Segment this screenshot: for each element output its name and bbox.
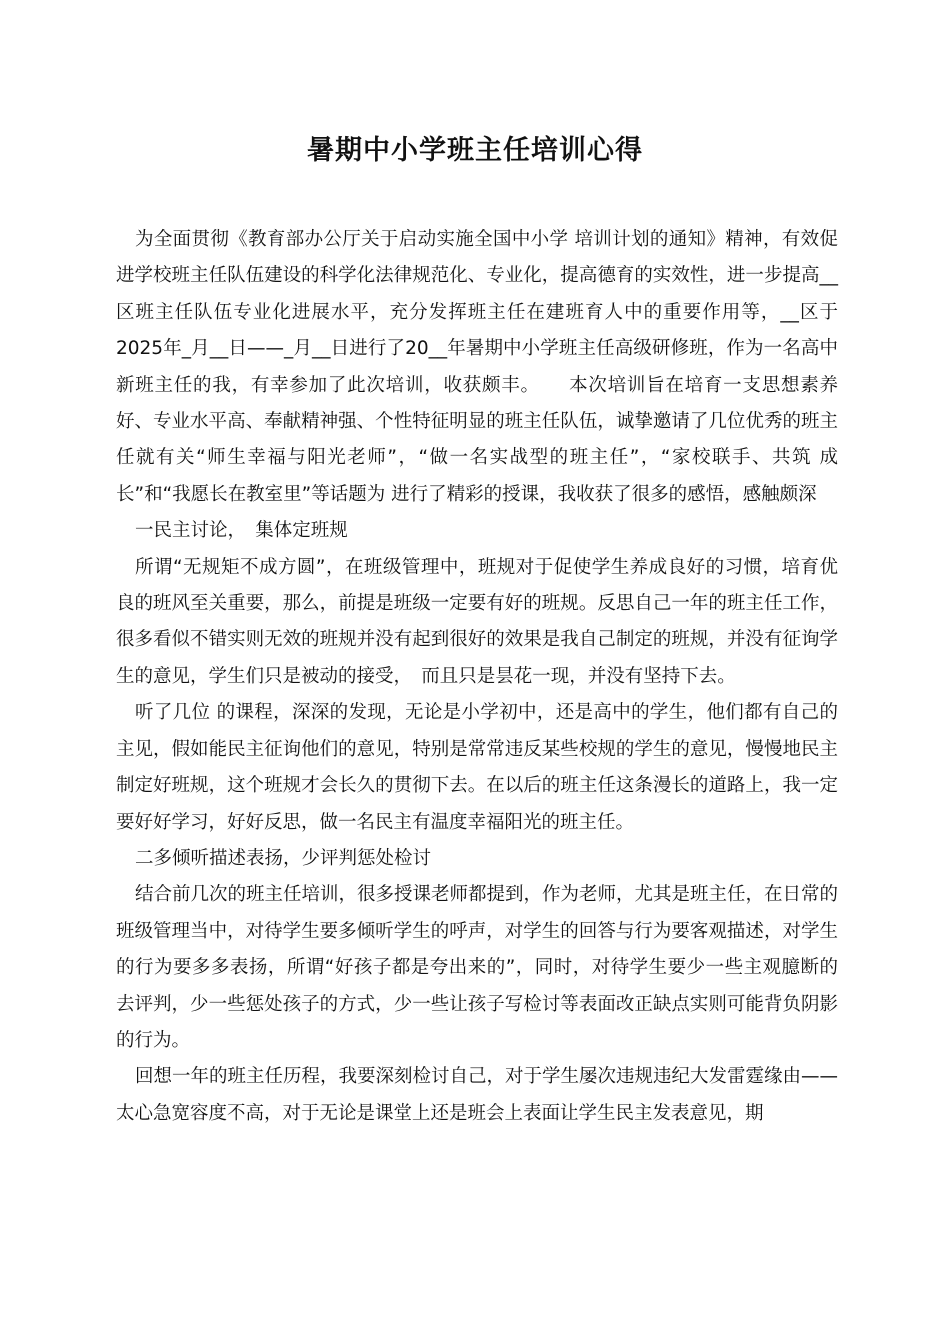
paragraph: 所谓“无规矩不成方圆”，在班级管理中，班规对于促使学生养成良好的习惯，培育优良的班风至关重要，那么，前提是班级一定要有好的班规。反思自己一年的班主任工作，很多看似不错实则无效的班规并没有起到很好的效果是我自己制定的班规，并没有征询学生的意见，学生们只是被动的接受， 而且只是昙花一现，并没有坚持下去。 [116,556,838,687]
document-body [116,222,838,1132]
paragraph: 听了几位 的课程，深深的发现，无论是小学初中，还是高中的学生，他们都有自己的主见，假如能民主征询他们的意见，特别是常常违反某些校规的学生的意见，慢慢地民主制定好班规，这个班规才会长久的贯彻下去。在以后的班主任这条漫长的道路上，我一定要好好学习，好好反思，做一名民主有温度幸福阳光的班主任。 [116,702,838,833]
intro-paragraph: 为全面贯彻《教育部办公厅关于启动实施全国中小学 培训计划的通知》精神，有效促进学校班主任队伍建设的科学化法律规范化、专业化，提高德育的实效性，进一步提高__区班主任队伍专业化进展水平，充分发挥班主任在建班育人中的重要作用等，__区于2025年_月__日——_月__日进行了20__年暑期中小学班主任高级研修班，作为一名高中新班主任的我，有幸参加了此次培训，收获颇丰。 本次培训旨在培育一支思想素养好、专业水平高、奉献精神强、个性特征明显的班主任队伍，诚挚邀请了几位优秀的班主任就有关“师生幸福与阳光老师”，“做一名实战型的班主任”，“家校联手、共筑 成长”和“我愿长在教室里”等话题为 进行了精彩的授课，我收获了很多的感悟，感触颇深 [116,229,838,505]
document-title: 暑期中小学班主任培训心得 [307,135,643,166]
paragraph: 结合前几次的班主任培训，很多授课老师都提到，作为老师，尤其是班主任，在日常的班级管理当中，对待学生要多倾听学生的呼声，对学生的回答与行为要客观描述，对学生的行为要多多表扬，所谓“好孩子都是夸出来的”，同时，对待学生要少一些主观臆断的去评判，少一些惩处孩子的方式，少一些让孩子写检讨等表面改正缺点实则可能背负阴影的行为。 [116,884,839,1051]
section-heading-2: 二多倾听描述表扬，少评判惩处检讨 [135,847,432,869]
paragraph: 回想一年的班主任历程，我要深刻检讨自己，对于学生屡次违规违纪大发雷霆缘由—— 太心急宽容度不高，对于无论是课堂上还是班会上表面让学生民主发表意见，期 [116,1066,839,1124]
section-heading-1: 一民主讨论， 集体定班规 [135,520,348,542]
